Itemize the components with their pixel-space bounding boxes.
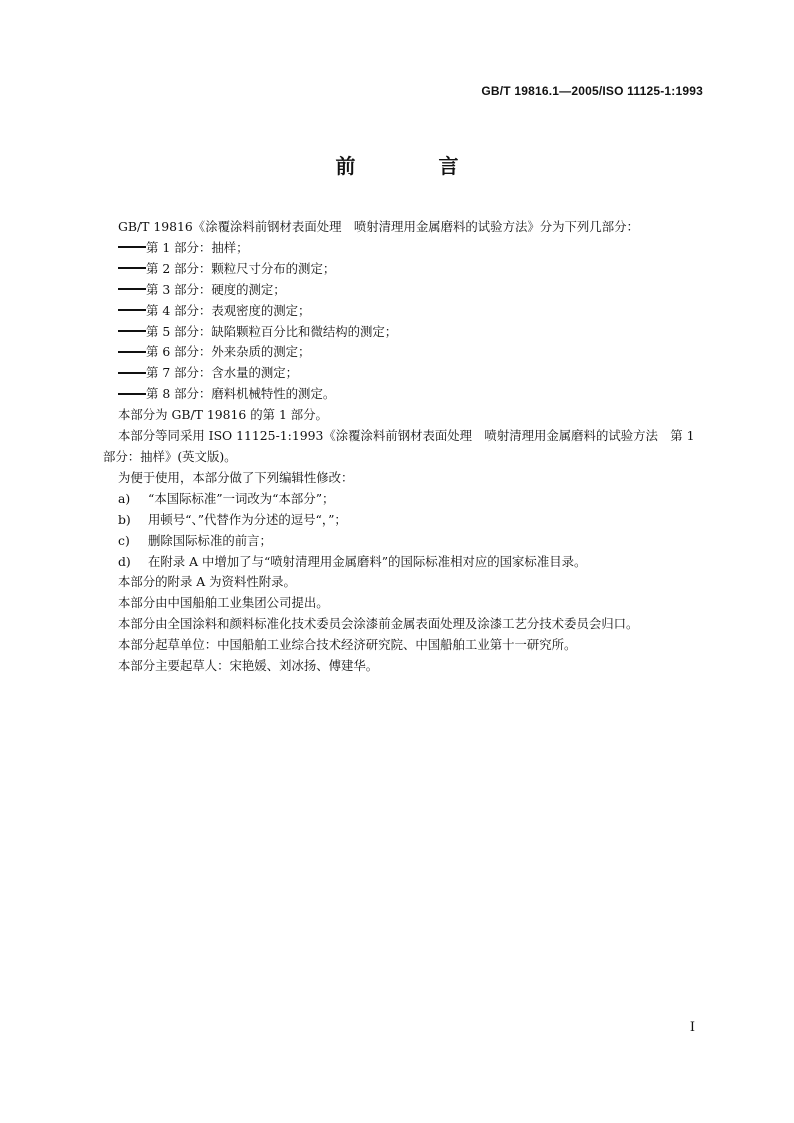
foreword-body — [103, 217, 703, 677]
part-item: 第 7 部分：含水量的测定； — [103, 363, 703, 384]
edit-item: b) 用顿号“、”代替作为分述的逗号“，”； — [118, 511, 347, 527]
part-item: 第 3 部分：硬度的测定； — [103, 280, 703, 301]
committee-statement: 本部分由全国涂料和颜料标准化技术委员会涂漆前金属表面处理及涂漆工艺分技术委员会归口。 — [118, 616, 639, 632]
part-item: 第 5 部分：缺陷颗粒百分比和微结构的测定； — [103, 322, 703, 343]
part-item: 第 6 部分：外来杂质的测定； — [103, 342, 703, 363]
dash-mark — [118, 267, 146, 269]
annex-statement: 本部分的附录 A 为资料性附录。 — [118, 574, 296, 590]
part-item: 第 4 部分：表观密度的测定； — [103, 301, 703, 322]
editorial-intro: 为便于使用，本部分做了下列编辑性修改： — [118, 469, 354, 485]
intro-paragraph: GB/T 19816《涂覆涂料前钢材表面处理 喷射清理用金属磨料的试验方法》分为下列几部分： — [118, 219, 639, 234]
proposer-statement: 本部分由中国船舶工业集团公司提出。 — [118, 595, 329, 611]
dash-mark — [118, 288, 146, 290]
part-item: 第 8 部分：磨料机械特性的测定。 — [103, 384, 703, 405]
drafting-units-statement: 本部分起草单位：中国船舶工业综合技术经济研究院、中国船舶工业第十一研究所。 — [118, 637, 577, 653]
dash-mark — [118, 330, 146, 332]
part-statement: 本部分为 GB/T 19816 的第 1 部分。 — [118, 407, 328, 423]
edit-item: d) 在附录 A 中增加了与“喷射清理用金属磨料”的国际标准相对应的国家标准目录。 — [118, 553, 587, 569]
dash-mark — [118, 351, 146, 353]
part-item: 第 1 部分：抽样； — [103, 238, 703, 259]
drafters-statement: 本部分主要起草人：宋艳媛、刘冰扬、傅建华。 — [118, 658, 379, 674]
standard-code-header: GB/T 19816.1—2005/ISO 11125-1:1993 — [481, 84, 703, 98]
edit-item: a) “本国际标准”一词改为“本部分”； — [118, 490, 335, 506]
part-item: 第 2 部分：颗粒尺寸分布的测定； — [103, 259, 703, 280]
page-title: 前 言 — [335, 154, 497, 178]
edit-item: c) 删除国际标准的前言； — [118, 532, 272, 548]
dash-mark — [118, 372, 146, 374]
page-number: I — [689, 1020, 695, 1035]
dash-mark — [118, 309, 146, 311]
adoption-statement: 本部分等同采用 ISO 11125-1:1993《涂覆涂料前钢材表面处理 喷射清理用金属磨料的试验方法 第 1 部分：抽样》(英文版)。 — [103, 428, 695, 464]
dash-mark — [118, 393, 146, 395]
dash-mark — [118, 246, 146, 248]
